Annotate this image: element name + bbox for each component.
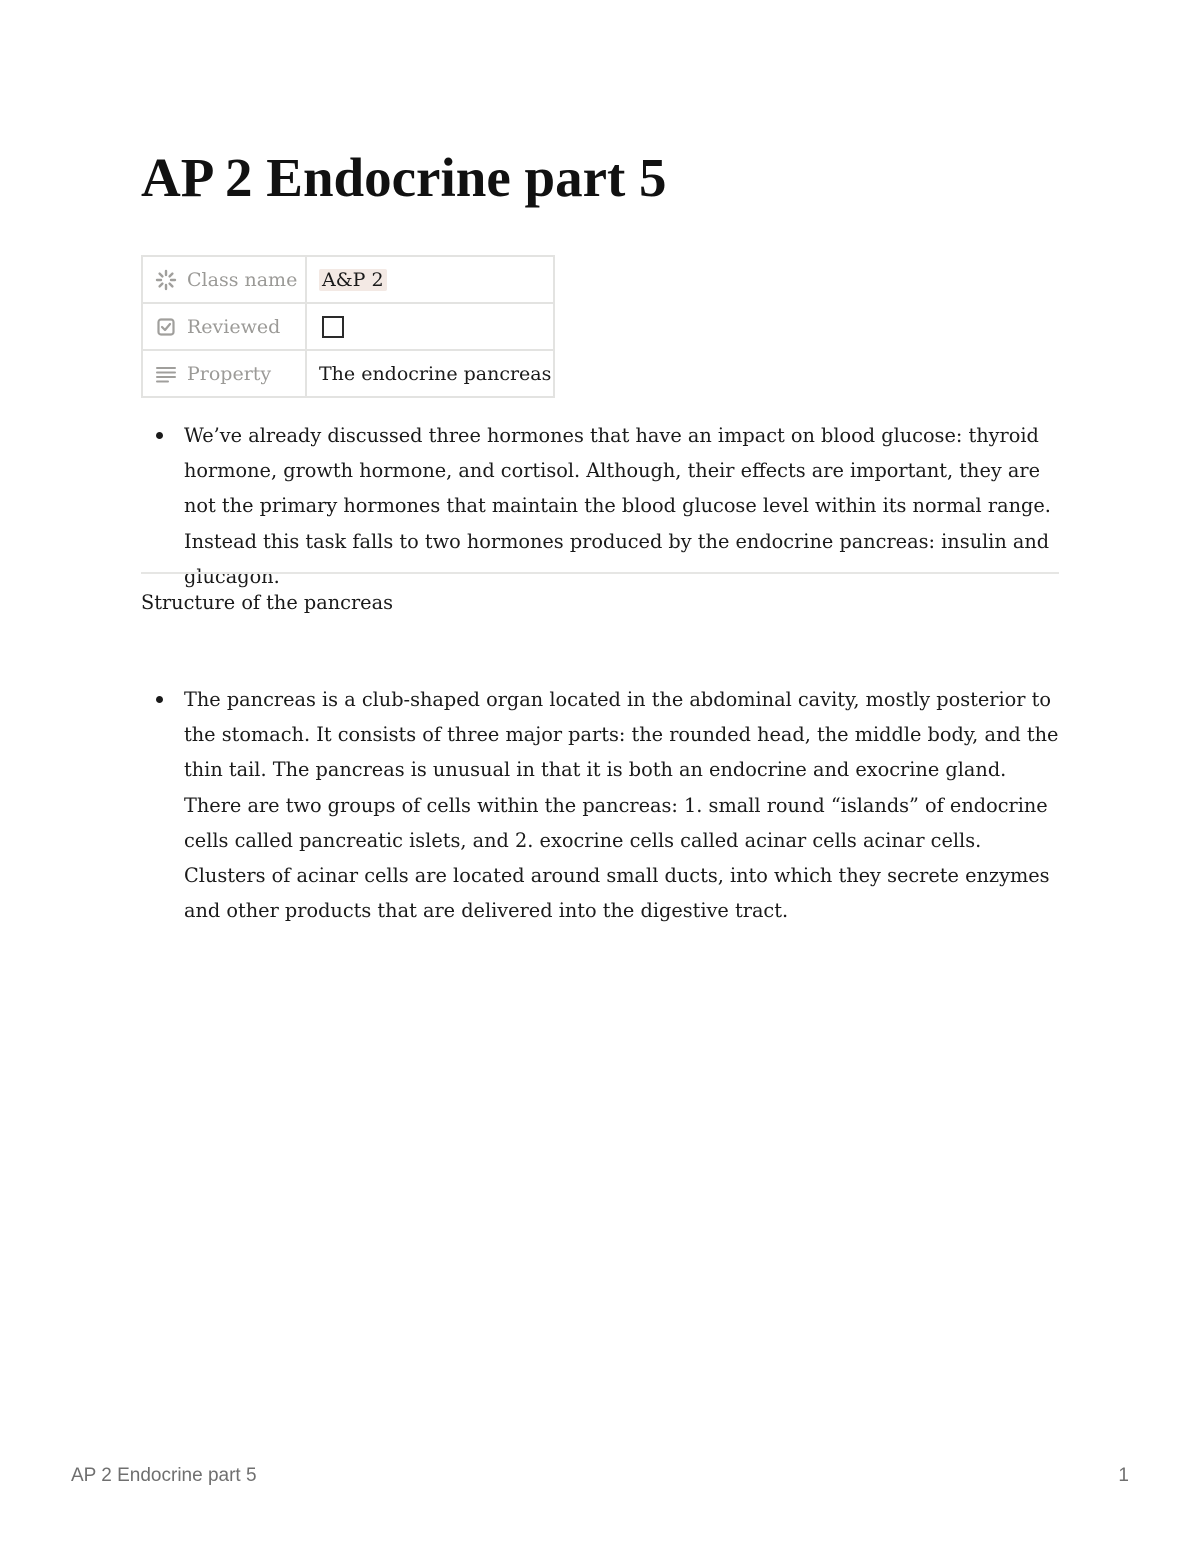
bullet-icon bbox=[156, 432, 163, 439]
divider bbox=[141, 572, 1059, 574]
property-value-text: The endocrine pancreas bbox=[319, 362, 552, 385]
section-heading: Structure of the pancreas bbox=[141, 591, 393, 614]
bullet-icon bbox=[156, 696, 163, 703]
list-item bbox=[141, 418, 1061, 594]
property-row-class-name bbox=[142, 256, 554, 303]
property-key-label: Reviewed bbox=[187, 315, 281, 338]
structure-bullet-list bbox=[141, 682, 1061, 928]
list-item bbox=[141, 682, 1061, 928]
page-title: AP 2 Endocrine part 5 bbox=[141, 147, 667, 208]
property-row-reviewed bbox=[142, 303, 554, 350]
property-key-cell bbox=[142, 256, 306, 303]
property-key-label: Property bbox=[187, 362, 272, 385]
footer-page-number: 1 bbox=[1118, 1465, 1129, 1486]
footer-document-title: AP 2 Endocrine part 5 bbox=[71, 1465, 257, 1486]
property-key-cell bbox=[142, 350, 306, 397]
text-lines-icon bbox=[155, 363, 177, 385]
property-row-property bbox=[142, 350, 554, 397]
reviewed-checkbox[interactable] bbox=[322, 316, 344, 338]
property-value-cell[interactable] bbox=[306, 256, 554, 303]
bullet-text: We’ve already discussed three hormones that have an impact on blood glucose: thyroid hormone, growth hormone, and cortisol. Although, their effects are important, they are not the primary hormones that maintain the blood glucose level within its normal range. Instead this task falls to two hormones produced by the endocrine pancreas: insulin and glucagon. bbox=[184, 424, 1051, 588]
intro-bullet-list bbox=[141, 418, 1061, 594]
checkbox-icon bbox=[155, 316, 177, 338]
property-key-cell bbox=[142, 303, 306, 350]
property-value-cell bbox=[306, 303, 554, 350]
property-value-cell[interactable] bbox=[306, 350, 554, 397]
loading-spinner-icon bbox=[155, 269, 177, 291]
properties-table bbox=[141, 255, 555, 398]
property-key-label: Class name bbox=[187, 268, 298, 291]
bullet-text: The pancreas is a club-shaped organ located in the abdominal cavity, mostly posterior to the stomach. It consists of three major parts: the rounded head, the middle body, and the thin tail. The pancreas is unusual in that it is both an endocrine and exocrine gland. There are two groups of cells within the pancreas: 1. small round “islands” of endocrine cells called pancreatic islets, and 2. exocrine cells called acinar cells acinar cells. Clusters of acinar cells are located around small ducts, into which they secrete enzymes and other products that are delivered into the digestive tract. bbox=[184, 688, 1059, 923]
class-name-tag: A&P 2 bbox=[319, 269, 387, 291]
